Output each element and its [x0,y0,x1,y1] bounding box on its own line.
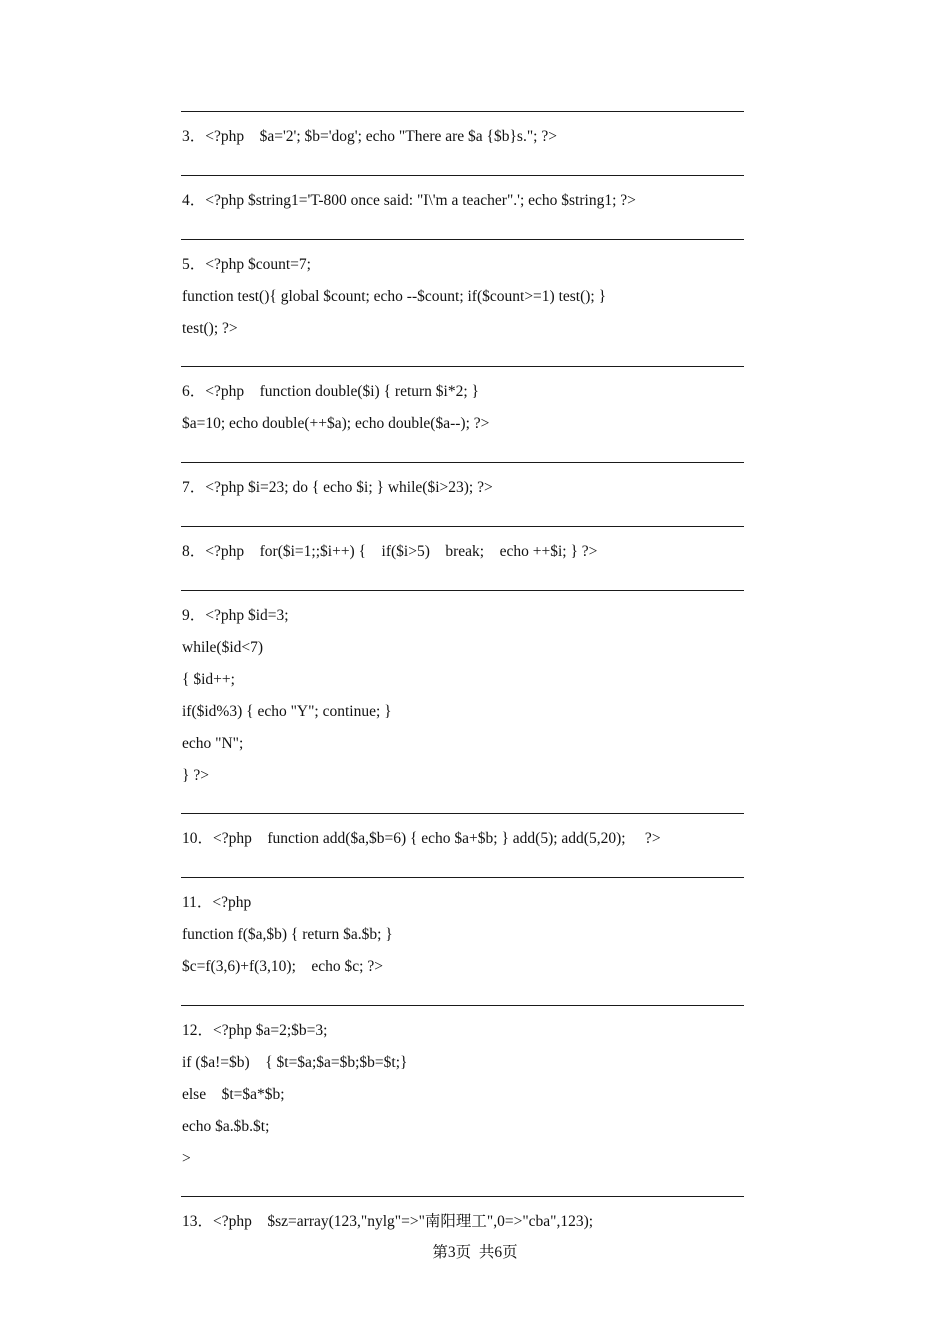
separator-rule [181,175,744,176]
separator-rule [181,526,744,527]
separator-rule [181,813,744,814]
question-6-line-1: 6．<?php function double($i) { return $i*2; } [182,383,479,400]
separator-rule [181,1196,744,1197]
question-5-line-1: 5．<?php $count=7; [182,256,311,273]
question-9-line-6: } ?> [182,767,209,784]
separator-rule [181,590,744,591]
separator-rule [181,1005,744,1006]
question-12-line-2: if ($a!=$b) { $t=$a;$a=$b;$b=$t;} [182,1054,408,1071]
question-7-line-1: 7．<?php $i=23; do { echo $i; } while($i>23); ?> [182,479,493,496]
question-5-line-2: function test(){ global $count; echo --$count; if($count>=1) test(); } [182,288,607,305]
question-9-line-3: { $id++; [182,671,235,688]
question-12-line-3: else $t=$a*$b; [182,1086,285,1103]
separator-rule [181,462,744,463]
separator-rule [181,111,744,112]
question-9-line-5: echo "N"; [182,735,244,752]
page-footer: 第3页 共6页 [432,1244,518,1261]
question-13-line-1: 13．<?php $sz=array(123,"nylg"=>"南阳理工",0=>"cba",123); [182,1213,594,1230]
question-12-line-4: echo $a.$b.$t; [182,1118,270,1135]
question-3-line-1: 3．<?php $a='2'; $b='dog'; echo "There are $a {$b}s."; ?> [182,128,557,145]
separator-rule [181,366,744,367]
question-6-line-2: $a=10; echo double(++$a); echo double($a--); ?> [182,415,490,432]
separator-rule [181,877,744,878]
question-11-line-2: function f($a,$b) { return $a.$b; } [182,926,393,943]
question-8-line-1: 8．<?php for($i=1;;$i++) { if($i>5) break; echo ++$i; } ?> [182,543,598,560]
question-11-line-3: $c=f(3,6)+f(3,10); echo $c; ?> [182,958,383,975]
question-5-line-3: test(); ?> [182,320,238,337]
question-11-line-1: 11．<?php [182,894,252,911]
question-12-line-1: 12．<?php $a=2;$b=3; [182,1022,328,1039]
question-9-line-1: 9．<?php $id=3; [182,607,289,624]
question-10-line-1: 10．<?php function add($a,$b=6) { echo $a+$b; } add(5); add(5,20); ?> [182,830,661,847]
question-9-line-4: if($id%3) { echo "Y"; continue; } [182,703,392,720]
separator-rule [181,239,744,240]
question-4-line-1: 4．<?php $string1='T-800 once said: "I\'m a teacher".'; echo $string1; ?> [182,192,636,209]
question-9-line-2: while($id<7) [182,639,264,656]
question-12-line-5: > [182,1150,191,1167]
